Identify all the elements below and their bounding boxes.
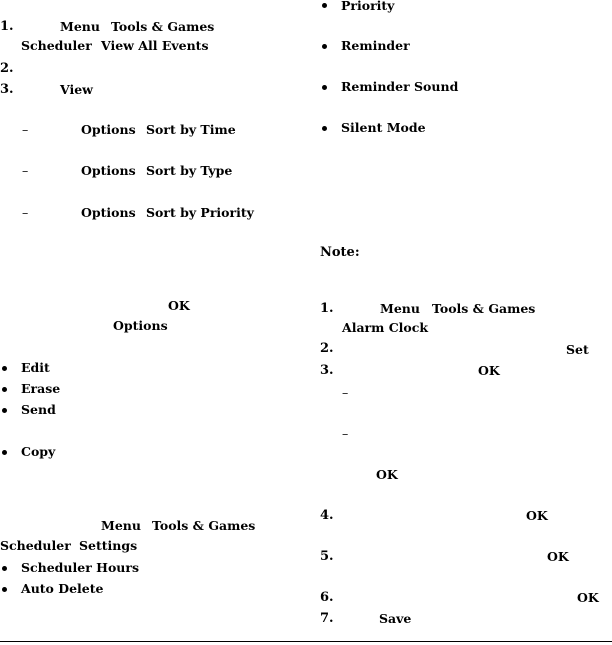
alarm-clock-label: Alarm Clock (342, 320, 429, 335)
alarm-step-4-number: 4. (320, 508, 334, 523)
dash: – (342, 385, 349, 400)
settings-label: Settings (79, 538, 138, 553)
options-label: Options (81, 205, 136, 220)
bullet-icon (322, 3, 327, 8)
tools-games-label: Tools & Games (152, 518, 256, 533)
tools-games-label: Tools & Games (111, 19, 215, 34)
feature-reminder: Reminder (341, 38, 410, 53)
alarm-step-2-number: 2. (320, 341, 334, 356)
sort-by-time-label: Sort by Time (146, 122, 236, 137)
sort-by-type-label: Sort by Type (146, 163, 233, 178)
ok-label: OK (577, 590, 599, 605)
bullet-icon (2, 566, 7, 571)
bullet-icon (322, 85, 327, 90)
tools-games-label: Tools & Games (432, 301, 536, 316)
alarm-step-3-number: 3. (320, 363, 334, 378)
bullet-icon (2, 587, 7, 592)
dash: – (342, 426, 349, 441)
ok-label: OK (168, 298, 190, 313)
ok-label: OK (478, 363, 500, 378)
option-erase: Erase (21, 381, 61, 396)
set-label: Set (566, 342, 589, 357)
step-2-number: 2. (0, 61, 14, 76)
ok-label: OK (526, 508, 548, 523)
ok-label: OK (376, 467, 398, 482)
option-edit: Edit (21, 360, 50, 375)
save-label: Save (379, 611, 412, 626)
page-bottom-rule (0, 641, 612, 642)
bullet-icon (322, 44, 327, 49)
scheduler-label: Scheduler (0, 538, 71, 553)
bullet-icon (322, 126, 327, 131)
view-label: View (60, 82, 93, 97)
alarm-step-7-number: 7. (320, 611, 334, 626)
option-copy: Copy (21, 444, 56, 459)
alarm-step-5-number: 5. (320, 549, 334, 564)
menu-label: Menu (101, 518, 141, 533)
menu-label: Menu (60, 19, 100, 34)
step-1-number: 1. (0, 19, 14, 34)
view-all-events-label: View All Events (101, 38, 209, 53)
ok-label: OK (547, 549, 569, 564)
sort-dash: – (22, 205, 29, 220)
scheduler-label: Scheduler (21, 38, 92, 53)
bullet-icon (2, 450, 7, 455)
options-label: Options (113, 318, 168, 333)
step-3-number: 3. (0, 82, 14, 97)
options-label: Options (81, 122, 136, 137)
option-send: Send (21, 402, 56, 417)
feature-reminder-sound: Reminder Sound (341, 79, 459, 94)
bullet-icon (2, 408, 7, 413)
sort-by-priority-label: Sort by Priority (146, 205, 254, 220)
sort-dash: – (22, 122, 29, 137)
feature-silent-mode: Silent Mode (341, 120, 426, 135)
alarm-step-6-number: 6. (320, 590, 334, 605)
auto-delete-label: Auto Delete (21, 581, 104, 596)
sort-dash: – (22, 163, 29, 178)
feature-priority: Priority (341, 0, 395, 13)
note-label: Note: (320, 245, 360, 260)
alarm-step-1-number: 1. (320, 301, 334, 316)
options-label: Options (81, 163, 136, 178)
bullet-icon (2, 366, 7, 371)
scheduler-hours-label: Scheduler Hours (21, 560, 140, 575)
bullet-icon (2, 387, 7, 392)
menu-label: Menu (380, 301, 420, 316)
